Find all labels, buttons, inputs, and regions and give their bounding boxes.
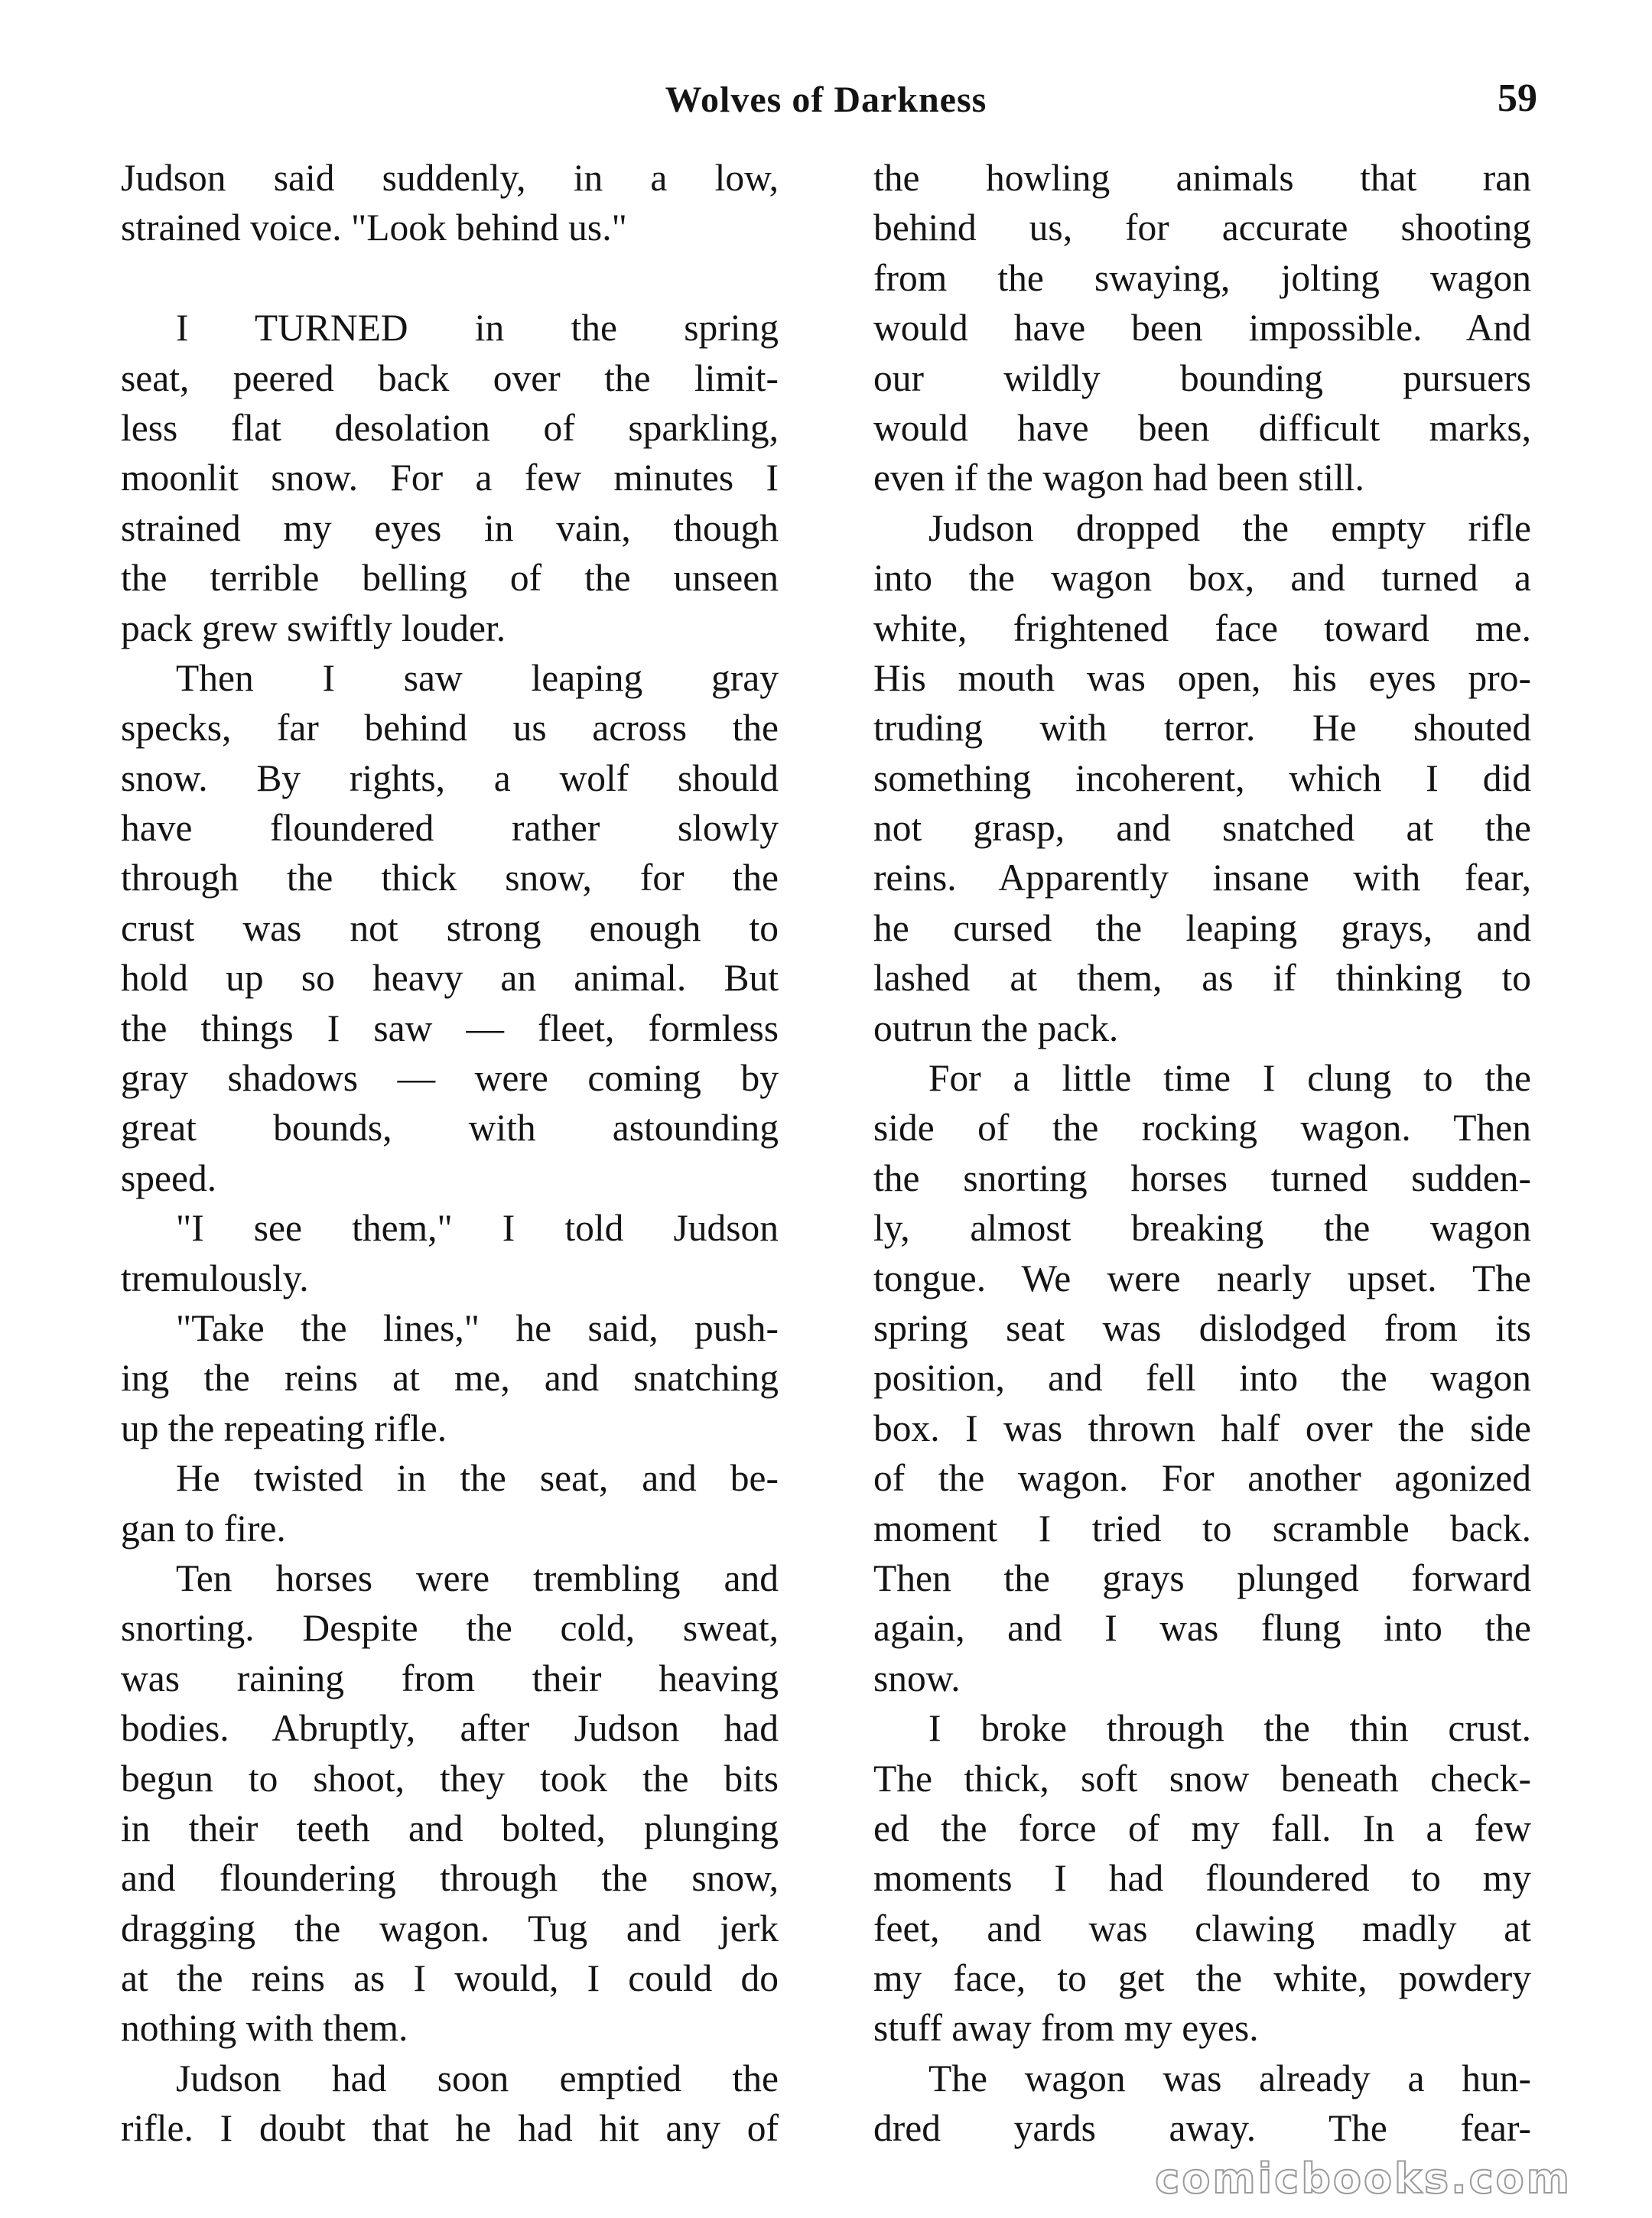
text-column-right [873, 153, 1531, 2154]
text-line: pack grew swiftly louder. [121, 607, 506, 649]
text-line: strained voice. "Look behind us." [121, 207, 627, 249]
text-line: Judson said suddenly, in a low, [121, 157, 779, 199]
text-line: not grasp, and snatched at the [873, 807, 1531, 850]
text-line: he cursed the leaping grays, and [873, 906, 1531, 949]
text-line: in their teeth and bolted, plunging [121, 1807, 779, 1849]
text-line: specks, far behind us across the [121, 707, 779, 750]
text-line: snorting. Despite the cold, sweat, [121, 1607, 779, 1650]
text-line: behind us, for accurate shooting [873, 207, 1531, 249]
text-line: bodies. Abruptly, after Judson had [121, 1707, 779, 1750]
text-line: snow. By rights, a wolf should [121, 756, 779, 799]
text-line: would have been impossible. And [873, 307, 1531, 350]
text-line: The thick, soft snow beneath check- [873, 1757, 1531, 1800]
text-line: speed. [121, 1156, 217, 1199]
text-line [121, 253, 779, 303]
text-line: stuff away from my eyes. [873, 2007, 1259, 2050]
text-line: lashed at them, as if thinking to [873, 957, 1531, 1000]
text-line: side of the rocking wagon. Then [873, 1107, 1531, 1150]
text-line: the things I saw — fleet, formless [121, 1007, 779, 1049]
text-line: For a little time I clung to the [928, 1057, 1531, 1100]
text-line: tremulously. [121, 1257, 309, 1299]
text-line: was raining from their heaving [121, 1657, 779, 1699]
text-line: nothing with them. [121, 2007, 408, 2050]
text-line: "I see them," I told Judson [176, 1207, 779, 1250]
text-line: my face, to get the white, powdery [873, 1957, 1531, 2000]
text-line: Judson dropped the empty rifle [928, 506, 1531, 549]
text-line: rifle. I doubt that he had hit any of [121, 2107, 779, 2150]
text-line: dragging the wagon. Tug and jerk [121, 1907, 779, 1950]
text-line: strained my eyes in vain, though [121, 506, 779, 549]
text-line: reins. Apparently insane with fear, [873, 857, 1531, 899]
page-number: 59 [1498, 76, 1537, 120]
text-column-left [121, 153, 779, 2154]
text-line: dred yards away. The fear- [873, 2107, 1531, 2150]
text-line: into the wagon box, and turned a [873, 557, 1531, 600]
text-line: the snorting horses turned sudden- [873, 1156, 1531, 1199]
text-line: again, and I was flung into the [873, 1607, 1531, 1650]
text-line: His mouth was open, his eyes pro- [873, 656, 1531, 699]
text-line: seat, peered back over the limit- [121, 356, 779, 399]
text-line: gray shadows — were coming by [121, 1057, 779, 1100]
text-line: crust was not strong enough to [121, 906, 779, 949]
text-line: something incoherent, which I did [873, 756, 1531, 799]
text-line: moments I had floundered to my [873, 1857, 1531, 1900]
text-line: Then I saw leaping gray [176, 656, 779, 699]
text-line: snow. [873, 1657, 961, 1699]
text-line: I TURNED in the spring [176, 307, 779, 350]
text-line: tongue. We were nearly upset. The [873, 1257, 1531, 1299]
text-line: have floundered rather slowly [121, 807, 779, 850]
text-line: Then the grays plunged forward [873, 1556, 1531, 1599]
text-line: great bounds, with astounding [121, 1107, 779, 1150]
text-line: begun to shoot, they took the bits [121, 1757, 779, 1800]
text-line: the howling animals that ran [873, 157, 1531, 199]
text-line: our wildly bounding pursuers [873, 356, 1531, 399]
text-line: outrun the pack. [873, 1007, 1119, 1049]
text-line: ing the reins at me, and snatching [121, 1357, 779, 1400]
text-line: would have been difficult marks, [873, 406, 1531, 449]
text-line: spring seat was dislodged from its [873, 1306, 1531, 1349]
text-line: feet, and was clawing madly at [873, 1907, 1531, 1950]
text-line: the terrible belling of the unseen [121, 557, 779, 600]
text-line: box. I was thrown half over the side [873, 1407, 1531, 1449]
text-line: The wagon was already a hun- [928, 2057, 1531, 2099]
text-line: Ten horses were trembling and [176, 1556, 779, 1599]
page-title: Wolves of Darkness [665, 80, 987, 120]
text-line: ly, almost breaking the wagon [873, 1207, 1531, 1250]
text-line: gan to fire. [121, 1507, 286, 1550]
text-line: truding with terror. He shouted [873, 707, 1531, 750]
text-line: through the thick snow, for the [121, 857, 779, 899]
running-head [0, 73, 1652, 134]
text-line: white, frightened face toward me. [873, 607, 1531, 649]
text-line: even if the wagon had been still. [873, 457, 1364, 499]
text-line: Judson had soon emptied the [176, 2057, 779, 2099]
text-line: of the wagon. For another agonized [873, 1457, 1531, 1500]
text-line: ed the force of my fall. In a few [873, 1807, 1531, 1849]
text-line: moonlit snow. For a few minutes I [121, 457, 779, 499]
text-line: I broke through the thin crust. [928, 1707, 1531, 1750]
text-line: from the swaying, jolting wagon [873, 256, 1531, 299]
text-line: and floundering through the snow, [121, 1857, 779, 1900]
text-line: position, and fell into the wagon [873, 1357, 1531, 1400]
watermark: comicbooks.com [1155, 2155, 1572, 2203]
text-line: at the reins as I would, I could do [121, 1957, 779, 2000]
text-line: "Take the lines," he said, push- [176, 1306, 779, 1349]
text-line: less flat desolation of sparkling, [121, 406, 779, 449]
text-line: hold up so heavy an animal. But [121, 957, 779, 1000]
text-line: moment I tried to scramble back. [873, 1507, 1531, 1550]
text-line: He twisted in the seat, and be- [176, 1457, 779, 1500]
text-line: up the repeating rifle. [121, 1407, 447, 1449]
